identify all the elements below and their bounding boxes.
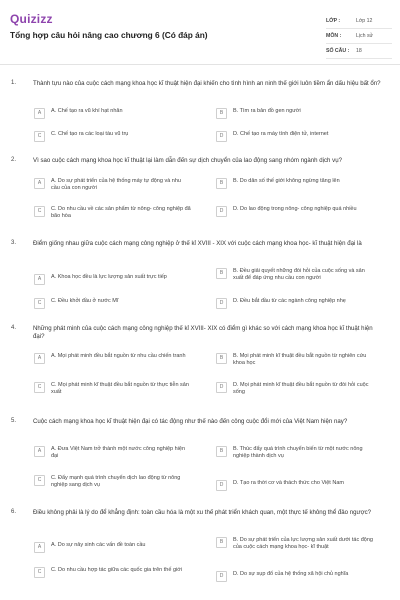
answer-option-a[interactable] (34, 178, 194, 193)
question-number: 2. (11, 157, 17, 163)
answer-option-c[interactable] (34, 475, 194, 490)
option-letter-box: A (34, 353, 45, 364)
question-text: Điều không phải là lý do để khẳng định: toàn cầu hóa là một xu thế phát triển khách quan, một thực tế không thể đảo ngược? (33, 509, 372, 516)
option-text: B. Do dân số thế giới không ngừng tăng lên (233, 178, 340, 184)
meta-row-question-count (326, 44, 392, 59)
option-letter-box: D (216, 206, 227, 217)
header-divider (0, 64, 400, 65)
option-letter-box: C (34, 382, 45, 393)
option-letter-box: D (216, 382, 227, 393)
option-letter-box: D (216, 571, 227, 582)
question-number: 6. (11, 509, 17, 515)
question-text: Thành tựu nào của cuộc cách mạng khoa học kĩ thuật hiện đại khiến cho tình hình an ninh thế giới luôn tiềm ẩn dấu hiệu bất ổn? (33, 80, 381, 87)
answer-option-d[interactable] (216, 131, 376, 142)
option-letter-box: A (34, 446, 45, 457)
meta-row-class (326, 14, 392, 29)
answer-option-c[interactable] (34, 382, 194, 397)
option-letter-box: D (216, 131, 227, 142)
answer-option-b[interactable] (216, 268, 376, 283)
option-letter-box: D (216, 480, 227, 491)
answer-option-d[interactable] (216, 298, 376, 309)
meta-key: MÔN : (326, 33, 342, 39)
answer-option-a[interactable] (34, 446, 194, 461)
option-text: C. Do nhu cầu về các sản phẩm từ nông- công nghiệp đã bão hòa (51, 206, 191, 220)
option-text: A. Đưa Việt Nam trở thành một nước công nghiệp hiện đại (51, 446, 186, 460)
option-letter-box: A (34, 274, 45, 285)
answer-option-b[interactable] (216, 178, 376, 189)
option-text: D. Đều bắt đầu từ các ngành công nghiệp nhẹ (233, 298, 346, 304)
answer-option-b[interactable] (216, 108, 376, 119)
answer-option-a[interactable] (34, 542, 194, 553)
meta-key: SỐ CÂU : (326, 48, 350, 54)
answer-option-c[interactable] (34, 206, 194, 221)
meta-value: 18 (356, 48, 362, 54)
answer-option-b[interactable] (216, 446, 376, 461)
option-text: B. Tìm ra bản đồ gen người (233, 108, 301, 114)
option-text: C. Mọi phát minh kĩ thuật đều bắt nguồn từ thực tiễn sản xuất (51, 382, 189, 396)
answer-option-c[interactable] (34, 131, 194, 142)
option-letter-box: B (216, 108, 227, 119)
answer-option-b[interactable] (216, 537, 376, 552)
option-letter-box: C (34, 206, 45, 217)
option-text: B. Đều giải quyết những đòi hỏi của cuộc sống và sản xuất để đáp ứng nhu cầu con người (233, 268, 365, 282)
option-letter-box: D (216, 298, 227, 309)
option-letter-box: A (34, 542, 45, 553)
meta-row-subject (326, 29, 392, 44)
worksheet-title: Tổng hợp câu hỏi nâng cao chương 6 (Có đáp án) (10, 30, 208, 40)
option-letter-box: A (34, 108, 45, 119)
question-number: 1. (11, 80, 17, 86)
question-text: Cuộc cách mạng khoa học kĩ thuật hiện đại có tác động như thế nào đến công cuộc đổi mới của Việt Nam hiện nay? (33, 418, 348, 425)
option-letter-box: B (216, 353, 227, 364)
option-text: C. Đẩy mạnh quá trình chuyển dịch lao động từ nông nghiệp sang dịch vụ (51, 475, 181, 489)
option-text: D. Do sự sụp đổ của hệ thống xã hội chủ nghĩa (233, 571, 349, 577)
option-text: B. Do sự phát triển của lực lượng sản xuất dưới tác động của cuộc cách mạng khoa học- kĩ thuật (233, 537, 373, 551)
option-text: D. Tạo ra thời cơ và thách thức cho Việt Nam (233, 480, 344, 486)
answer-option-d[interactable] (216, 382, 376, 397)
option-text: D. Mọi phát minh kĩ thuật đều bắt nguồn từ đòi hỏi cuộc sống (233, 382, 369, 396)
question-text: Điểm giống nhau giữa cuộc cách mạng công nghiệp ở thế kỉ XVIII - XIX với cuộc cách mạng khoa học- kĩ thuật hiện đại là (33, 240, 362, 247)
option-text: D. Chế tạo ra máy tính điện tử, internet (233, 131, 329, 137)
option-letter-box: C (34, 298, 45, 309)
option-letter-box: B (216, 446, 227, 457)
option-text: A. Do sự nảy sinh các vấn đề toàn cầu (51, 542, 146, 548)
option-text: B. Mọi phát minh kĩ thuật đều bắt nguồn từ nghiên cứu khoa học (233, 353, 367, 367)
option-letter-box: A (34, 178, 45, 189)
question-number: 3. (11, 240, 17, 246)
answer-option-a[interactable] (34, 274, 194, 285)
question-number: 5. (11, 418, 17, 424)
meta-key: LỚP : (326, 18, 341, 24)
answer-option-b[interactable] (216, 353, 376, 368)
option-text: A. Khoa học đều là lực lượng sản xuất trực tiếp (51, 274, 167, 280)
option-letter-box: B (216, 537, 227, 548)
meta-value: Lịch sử (356, 33, 374, 39)
answer-option-c[interactable] (34, 567, 194, 578)
worksheet-meta (326, 14, 392, 59)
meta-value: Lớp 12 (356, 18, 373, 24)
option-letter-box: B (216, 178, 227, 189)
answer-option-a[interactable] (34, 108, 194, 119)
option-text: A. Chế tạo ra vũ khí hạt nhân (51, 108, 123, 114)
quizizz-logo: Quizizz (10, 12, 53, 26)
option-text: A. Mọi phát minh đều bắt nguồn từ nhu cầu chiến tranh (51, 353, 186, 359)
option-text: C. Do nhu cầu hợp tác giữa các quốc gia trên thế giới (51, 567, 183, 573)
answer-option-d[interactable] (216, 571, 376, 582)
option-text: C. Đều khởi đầu ở nước Mĩ (51, 298, 119, 304)
answer-option-a[interactable] (34, 353, 194, 364)
question-text: Những phát minh của cuộc cách mạng công nghiệp thế kỉ XVIII- XIX có điểm gì khác so với cách mạng khoa học kĩ thuật hiện đại? (33, 325, 373, 341)
option-letter-box: C (34, 131, 45, 142)
option-letter-box: B (216, 268, 227, 279)
answer-option-d[interactable] (216, 480, 376, 491)
option-text: A. Do sự phát triển của hệ thống máy tự động và nhu cầu của con người (51, 178, 181, 192)
option-letter-box: C (34, 475, 45, 486)
question-number: 4. (11, 325, 17, 331)
question-text: Vì sao cuộc cách mạng khoa học kĩ thuật lại làm dẫn đến sự dịch chuyển của lao động sang nhóm ngành dịch vụ? (33, 157, 342, 164)
worksheet-header (0, 0, 400, 64)
option-text: C. Chế tạo ra các loại tàu vũ trụ (51, 131, 129, 137)
answer-option-d[interactable] (216, 206, 376, 217)
option-letter-box: C (34, 567, 45, 578)
option-text: B. Thúc đẩy quá trình chuyển biến từ một nước nông nghiệp thành dịch vụ (233, 446, 363, 460)
answer-option-c[interactable] (34, 298, 194, 309)
option-text: D. Do lao động trong nông- công nghiệp quá nhiều (233, 206, 357, 212)
